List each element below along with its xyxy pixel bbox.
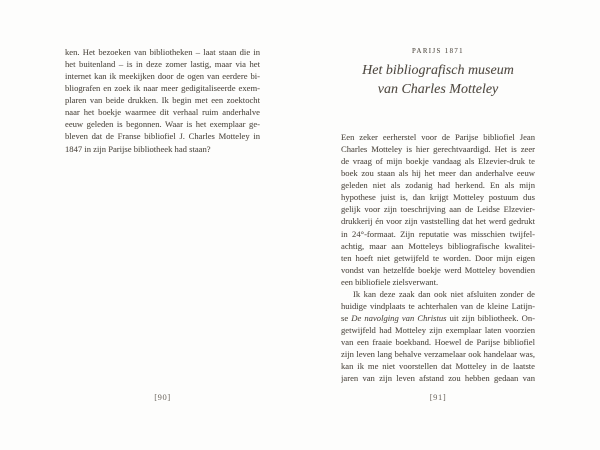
text-line: ken. Het bezoeken van bibliotheken – laat staan die in — [65, 47, 260, 57]
right-page-number: [91] — [429, 392, 447, 402]
right-page-text-block — [341, 131, 535, 384]
text-line: van een fraaie boekband. Hoewel de Parijse bibliofiel — [341, 337, 535, 348]
text-line: de vraag of mijn boekje vandaag als Elzevier-druk te — [341, 156, 535, 167]
text-line: Een zeker eerherstel voor de Parijse bibliofiel Jean — [341, 132, 535, 142]
book-title-italic: De navolging van Christus — [351, 312, 447, 323]
text-line: internet kan ik meekijken door de ogen van eerdere bi- — [65, 71, 260, 82]
text-line: boek zou staan als hij het meer dan anderhalve eeuw — [341, 168, 535, 179]
text-line: geleden niet als zodanig had herkend. En als mijn — [341, 180, 535, 191]
chapter-title-line-2: van Charles Motteley — [377, 81, 499, 97]
text-line: Ik kan deze zaak dan ook niet afsluiten zonder de — [353, 288, 535, 299]
text-line: gelijk voor zijn toeschrijving aan de Leidse Elzevier- — [341, 204, 535, 215]
text-line: plaren van beide drukken. Ik begin met een zoektocht — [65, 95, 260, 106]
text-line: huidige vindplaats te achterhalen van de kleine Latijn- — [341, 300, 535, 311]
text-line: eeuw geleden is begonnen. Waar is het exemplaar ge- — [65, 119, 260, 130]
text-line: in 24°-formaat. Zijn reputatie was misschien twijfel- — [341, 228, 535, 239]
text-line: het buitenland – is in deze zomer lastig, maar via het — [65, 59, 260, 70]
left-page-number: [90] — [154, 392, 171, 402]
text-line: naar het boekje waarmee dit verhaal ruim anderhalve — [65, 107, 260, 118]
text-line: jaren van zijn leven afstand zou hebben gedaan van — [341, 373, 535, 384]
text-line: kan ik me niet voorstellen dat Motteley in de laatste — [341, 361, 535, 372]
text-line: bliografen en zoek ik naar meer gedigitaliseerde exem- — [65, 83, 260, 94]
text-line: vondst van hetzelfde boekje werd Motteley bovendien — [341, 264, 535, 275]
text-line: ten hoeft niet getwijfeld te worden. Door mijn eigen — [341, 252, 535, 263]
text-segment: uit zijn bibliotheek. On- — [446, 312, 535, 323]
text-line — [341, 312, 535, 324]
text-line: zijn leven lang behalve verzamelaar ook handelaar was, — [341, 349, 535, 360]
text-line: een bibliofiele zielsverwant. — [341, 276, 439, 287]
text-line: Charles Motteley is hier gerechtvaardigd. Het is zeer — [341, 144, 535, 155]
text-line: 1847 in zijn Parijse bibliotheek had staan? — [65, 143, 211, 154]
text-line: drukkerij én voor zijn vaststelling dat het werd gedrukt — [341, 216, 535, 227]
chapter-title — [341, 62, 535, 99]
text-segment: se — [341, 312, 352, 323]
text-line: getwijfeld had Motteley zijn exemplaar laten voorzien — [341, 325, 535, 335]
text-line: bleven dat de Franse bibliofiel J. Charles Motteley in — [65, 131, 260, 142]
chapter-kicker: PARIJS 1871 — [412, 48, 464, 55]
chapter-title-line-1: Het bibliografisch museum — [362, 63, 514, 78]
text-line: achtig, maar aan Motteleys bibliografische kwalitei- — [341, 240, 535, 251]
left-page-text-block — [65, 46, 260, 155]
text-line: hypothese juist is, dan krijgt Motteley postuum dus — [341, 192, 535, 203]
